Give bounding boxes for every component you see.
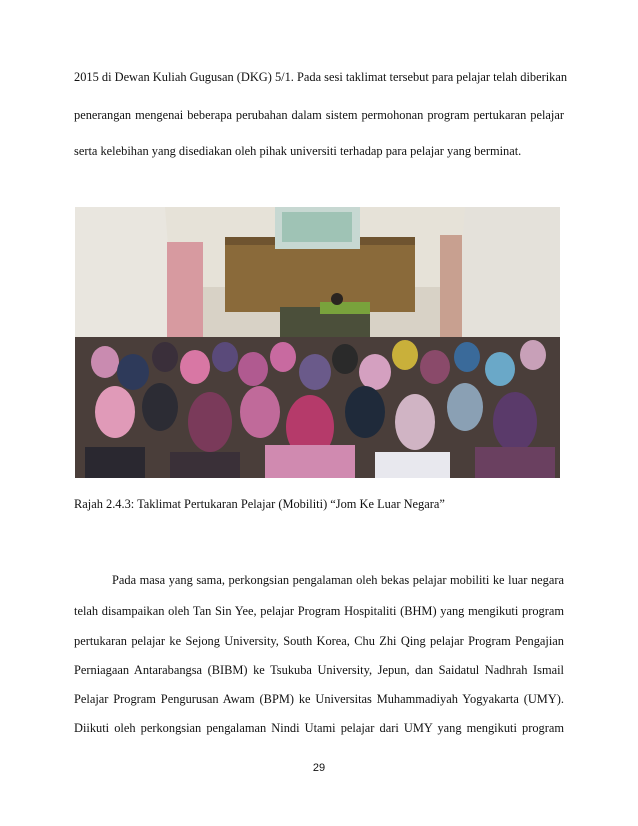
paragraph-1-line-3: serta kelebihan yang disediakan oleh pihak universiti terhadap para pelajar yang berminat. [74,144,522,158]
paragraph-1-line-2: penerangan mengenai beberapa perubahan dalam sistem permohonan program pertukaran pelajar [74,108,564,122]
paragraph-2-line-6: Diikuti oleh perkongsian pengalaman Nindi Utami pelajar dari UMY yang mengikuti program [74,721,564,735]
paragraph-2-line-3: pertukaran pelajar ke Sejong University, South Korea, Chu Zhi Qing pelajar Program Pengajian [74,634,564,648]
paragraph-2-line-4: Perniagaan Antarabangsa (BIBM) ke Tsukuba University, Jepun, dan Saidatul Nadhrah Ismail [74,663,564,677]
figure-caption: Rajah 2.4.3: Taklimat Pertukaran Pelajar (Mobiliti) “Jom Ke Luar Negara” [74,497,445,511]
paragraph-2-line-1: Pada masa yang sama, perkongsian pengalaman oleh bekas pelajar mobiliti ke luar negara [112,573,564,587]
paragraph-2-line-5: Pelajar Program Pengurusan Awam (BPM) ke Universitas Muhammadiyah Yogyakarta (UMY). [74,692,564,706]
page-number: 29 [312,762,326,774]
paragraph-1-line-1: 2015 di Dewan Kuliah Gugusan (DKG) 5/1. Pada sesi taklimat tersebut para pelajar telah diberikan [74,70,568,84]
paragraph-2-line-2: telah disampaikan oleh Tan Sin Yee, pelajar Program Hospitaliti (BHM) yang mengikuti program [74,604,564,618]
lecture-hall-photo [75,207,560,478]
